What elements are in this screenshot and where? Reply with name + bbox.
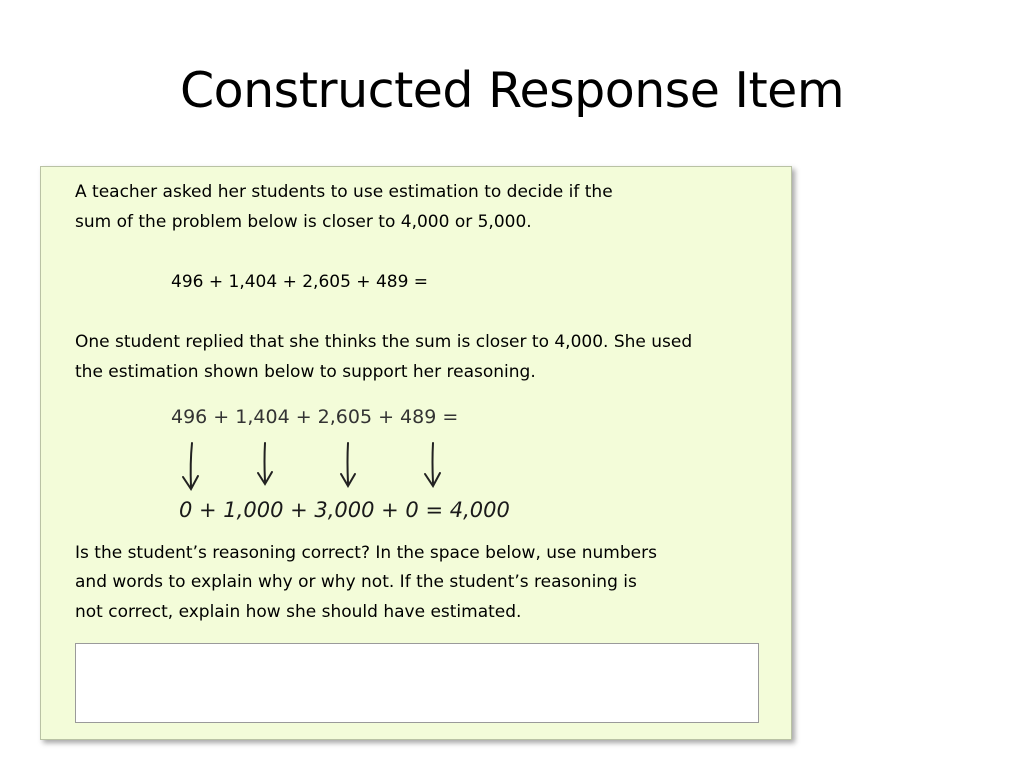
arrow-down-icon bbox=[191, 443, 192, 487]
reply-line-1: One student replied that she thinks the sum is closer to 4,000. She used bbox=[75, 332, 693, 352]
student-work-equation: 496 + 1,404 + 2,605 + 489 = bbox=[171, 406, 459, 428]
intro-line-1: A teacher asked her students to use estimation to decide if the bbox=[75, 182, 613, 202]
problem-panel bbox=[40, 166, 792, 740]
estimation-arrows bbox=[183, 443, 440, 489]
arrow-down-icon bbox=[265, 443, 266, 481]
answer-box[interactable] bbox=[75, 643, 759, 723]
student-work-image bbox=[161, 403, 531, 531]
arrow-down-icon bbox=[348, 443, 349, 483]
reply-line-2: the estimation shown below to support her reasoning. bbox=[75, 362, 536, 382]
intro-line-2: sum of the problem below is closer to 4,000 or 5,000. bbox=[75, 212, 532, 232]
question-line-3: not correct, explain how she should have estimated. bbox=[75, 602, 522, 622]
slide-title: Constructed Response Item bbox=[179, 62, 845, 119]
student-work-estimate: 0 + 1,000 + 3,000 + 0 = 4,000 bbox=[179, 498, 510, 522]
arrow-down-icon bbox=[433, 443, 434, 483]
question-line-2: and words to explain why or why not. If the student’s reasoning is bbox=[75, 572, 637, 592]
problem-equation: 496 + 1,404 + 2,605 + 489 = bbox=[171, 272, 429, 292]
question-line-1: Is the student’s reasoning correct? In the space below, use numbers bbox=[75, 543, 657, 563]
